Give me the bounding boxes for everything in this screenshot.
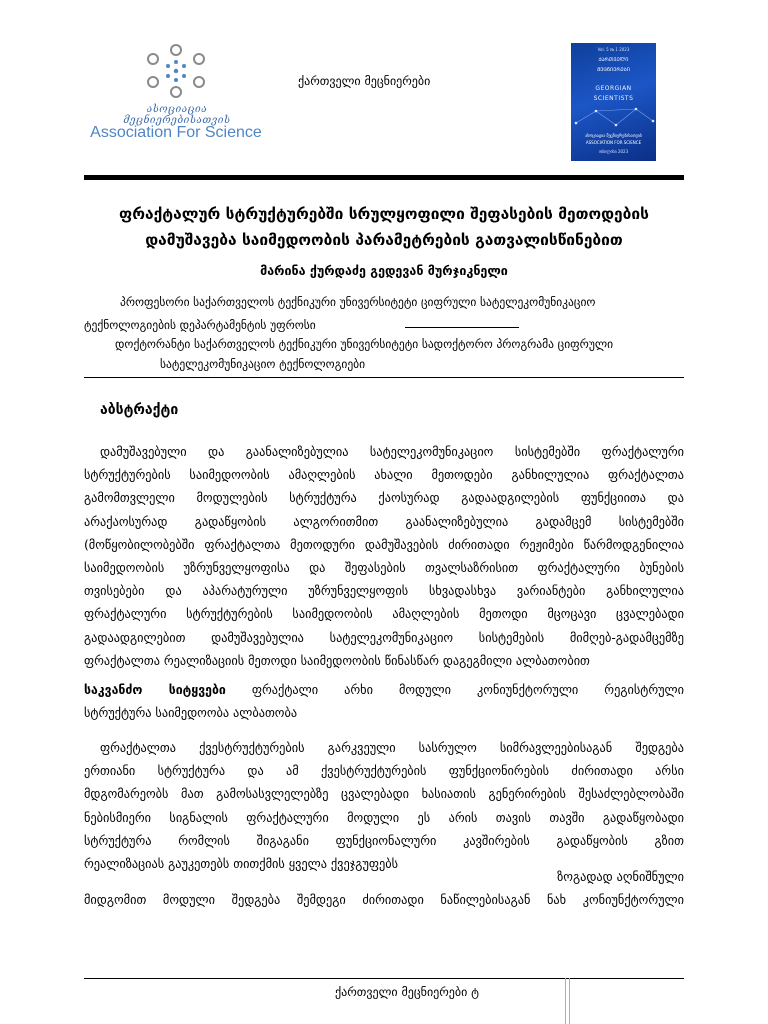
abstract-line: გამომთვლელი მოდულების სტრუქტურა ქაოსურად გადაადგილების ფუნქციითა და [84,491,684,506]
footer-rule [84,978,684,979]
affiliation-line: სატელეკომუნიკაციო ტექნოლოგიები [160,357,366,371]
journal-name: ქართველი მეცნიერები [298,74,431,88]
keywords-block [84,679,684,725]
abstract-heading: აბსტრაქტი [100,402,179,418]
cover-title-line3: GEORGIAN [595,85,632,92]
abstract-line: სტრუქტურების საიმედოობის ამაღლების ახალი მეთოდები განხილულია ფრაქტალთა [84,468,684,483]
logo-dots-icon [131,42,221,102]
abstract-line: დამუშავებული და გაანალიზებულია სატელეკომუნიკაციო სისტემებში ფრაქტალური [100,445,684,459]
cover-title-line4: SCIENTISTS [593,95,634,102]
cover-city-year: თბილისი 2023 [598,149,629,154]
cover-publisher-en: ASSOCIATION FOR SCIENCE [585,140,642,145]
cover-volume: Vol. 5 № 1 2023 [597,47,630,52]
abstract-paragraph [84,441,684,673]
keywords-line: სტრუქტურა საიმედოობა ალბათობა [84,706,298,721]
affiliation-line: დოქტორანტი საქართველოს ტექნიკური უნივერსიტეტი სადოქტორო პროგრამა ციფრული [115,337,614,351]
logo-script-text: ასოციაცია მეცნიერებისათვის [123,104,231,126]
abstract-line: თვისებები და აპარატურული უზრუნველყოფის სხვადასხვა ვარიანტები განხილულია [84,584,684,599]
cover-title-line2: ᲛᲔᲪᲜᲘᲔᲠᲔᲑᲘ [597,67,630,73]
cover-network-icon [571,103,656,133]
header-rule [84,175,684,180]
affiliation-underline [405,327,519,328]
abstract-line: ფრაქტალური სტრუქტურების საიმედოობის ამაღლების მეთოდი მცოცავი ცვალებადი [84,607,684,622]
logo-text: Association For Science [90,124,262,141]
body-line: ნებისმიერი სიგნალის ფრაქტალური მოდული ეს არის თავის თავში გადაწყობადი [84,810,684,825]
footer-journal-name: ქართველი მეცნიერები ტ [335,985,479,999]
keywords-line [84,679,684,702]
body-line: ფრაქტალთა ქვესტრუქტურების გარკვეული სასრულო სიმრავლეებისაგან შედგება [100,741,684,755]
abstract-line: გადაადგილებით დამუშავებულია სატელეკომუნიკაციო სისტემების მიმღებ-გადამცემზე [84,630,684,645]
footer-marker [565,978,570,1024]
abstract-line: ფრაქტალთა რეალიზაციის მეთოდი საიმედოობის წინასწარ დაგეგმილი ალბათობით [84,653,590,668]
body-line: ერთიანი სტრუქტურა და ამ ქვესტრუქტურების ფუნქციონირების ძირითადი არსი [84,764,684,779]
article-authors: მარინა ქურდაძე გედევან მურჯიკნელი [260,263,508,278]
article-title-line1: ფრაქტალურ სტრუქტურებში სრულყოფილი შეფასების მეთოდების [119,205,649,223]
body-line: რეალიზაციას გაუკეთებს თითქმის ყველა ქვეჯგუფებს [84,856,399,871]
abstract-line: არაქაოსურად გადაწყობის ალგორითმით გაანალიზებულია გადამცემ სისტემებში [84,514,684,529]
body-line: მიდგომით მოდული შედგება შემდეგი ძირითადი ნაწილებისაგან ნახ კონიუნქტორული [84,893,684,907]
cover-title-line1: ᲥᲐᲠᲗᲕᲔᲚᲘ [598,57,629,63]
body-line: ზოგადად აღნიშნული [557,870,684,884]
keywords-heading: საკვანძო სიტყვები [84,683,226,697]
body-line: სტრუქტურა რომლის შიგაგანი ფუნქციონალური კავშირების გადაწყობის გზით [84,833,684,848]
affiliation-line: პროფესორი საქართველოს ტექნიკური უნივერსიტეტი ციფრული სატელეკომუნიკაციო [120,295,596,309]
section-rule [84,377,684,378]
body-line: მდგომარეობს მათ გამოსასვლელებზე ცვალებადი ხასიათის გენერირების შესაძლებლობაში [84,787,684,802]
body-paragraph [84,737,684,876]
abstract-line: (მოწყობილობებში ფრაქტალთა მეთოდური დამუშავების ძირითადი რეჟიმები წარმოდგენილია [84,537,684,552]
article-title-line2: დამუშავება საიმედოობის პარამეტრების გათვალისწინებით [145,231,623,249]
abstract-line: საიმედოობის უზრუნველყოფისა და შეფასების თვალსაზრისით ფრაქტალური ბუნების [84,560,684,575]
affiliation-line: ტექნოლოგიების დეპარტამენტის უფროსი [84,318,316,332]
cover-publisher-ka: ასოციაცია მეცნიერებისათვის [585,133,642,138]
association-logo [86,42,266,162]
journal-cover-image [571,43,656,161]
keywords-list: ფრაქტალი არხი მოდული კონიუნქტორული რეგისტრული [251,683,684,697]
